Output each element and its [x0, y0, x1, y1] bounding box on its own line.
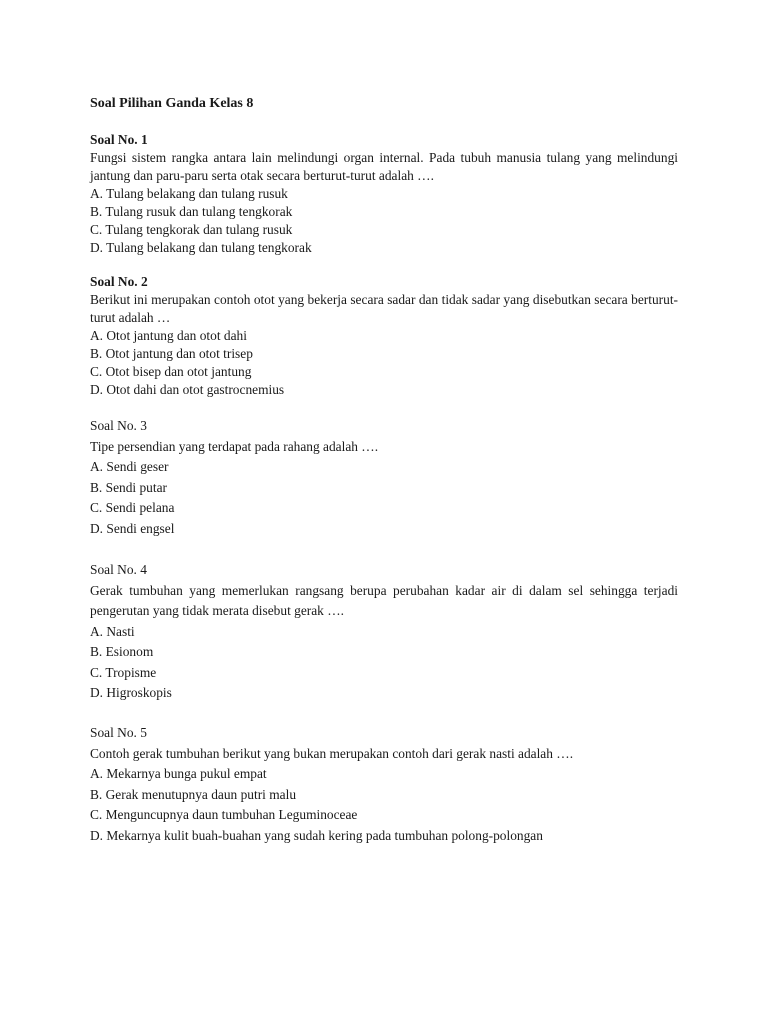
option-d: D. Otot dahi dan otot gastrocnemius: [90, 382, 285, 397]
option-b: B. Esionom: [90, 644, 154, 659]
option-c: C. Otot bisep dan otot jantung: [90, 364, 252, 379]
option-b: B. Otot jantung dan otot trisep: [90, 346, 253, 361]
question-text: Gerak tumbuhan yang memerlukan rangsang berupa perubahan kadar air di dalam sel sehingga terjadi pengerutan yang tidak merata disebut gerak ….: [90, 582, 678, 618]
option-c: C. Tropisme: [90, 664, 157, 680]
option-d: D. Sendi engsel: [90, 520, 175, 536]
option-d: D. Mekarnya kulit buah-buahan yang sudah kering pada tumbuhan polong-polongan: [90, 827, 543, 843]
option-a: A. Sendi geser: [90, 459, 169, 474]
question-heading: Soal No. 2: [90, 274, 148, 289]
document-title: Soal Pilihan Ganda Kelas 8: [90, 96, 254, 111]
option-a: A. Otot jantung dan otot dahi: [90, 328, 247, 343]
question-3: [90, 416, 678, 539]
option-a: A. Nasti: [90, 623, 135, 639]
question-heading: Soal No. 4: [90, 562, 147, 577]
question-heading: Soal No. 5: [90, 725, 147, 740]
question-text: Tipe persendian yang terdapat pada rahang adalah ….: [90, 438, 379, 454]
question-heading: Soal No. 1: [90, 132, 148, 147]
option-b: B. Sendi putar: [90, 479, 167, 495]
option-a: A. Tulang belakang dan tulang rusuk: [90, 186, 288, 201]
question-2: [90, 273, 678, 399]
option-a: A. Mekarnya bunga pukul empat: [90, 766, 267, 781]
question-text: Berikut ini merupakan contoh otot yang bekerja secara sadar dan tidak sadar yang disebutkan secara berturut-turut adalah …: [90, 292, 678, 325]
question-5: [90, 723, 678, 846]
option-d: D. Higroskopis: [90, 685, 172, 700]
question-heading: Soal No. 3: [90, 418, 147, 433]
option-d: D. Tulang belakang dan tulang tengkorak: [90, 240, 312, 255]
option-b: B. Tulang rusuk dan tulang tengkorak: [90, 204, 293, 219]
question-1: [90, 131, 678, 257]
option-c: C. Menguncupnya daun tumbuhan Leguminoceae: [90, 807, 358, 822]
option-c: C. Tulang tengkorak dan tulang rusuk: [90, 222, 293, 237]
option-c: C. Sendi pelana: [90, 500, 175, 515]
question-text: Contoh gerak tumbuhan berikut yang bukan merupakan contoh dari gerak nasti adalah ….: [90, 745, 574, 761]
question-text: Fungsi sistem rangka antara lain melindungi organ internal. Pada tubuh manusia tulang yang melindungi jantung dan paru-paru serta otak secara berturut-turut adalah ….: [90, 150, 678, 183]
option-b: B. Gerak menutupnya daun putri malu: [90, 786, 297, 802]
question-4: [90, 560, 678, 704]
